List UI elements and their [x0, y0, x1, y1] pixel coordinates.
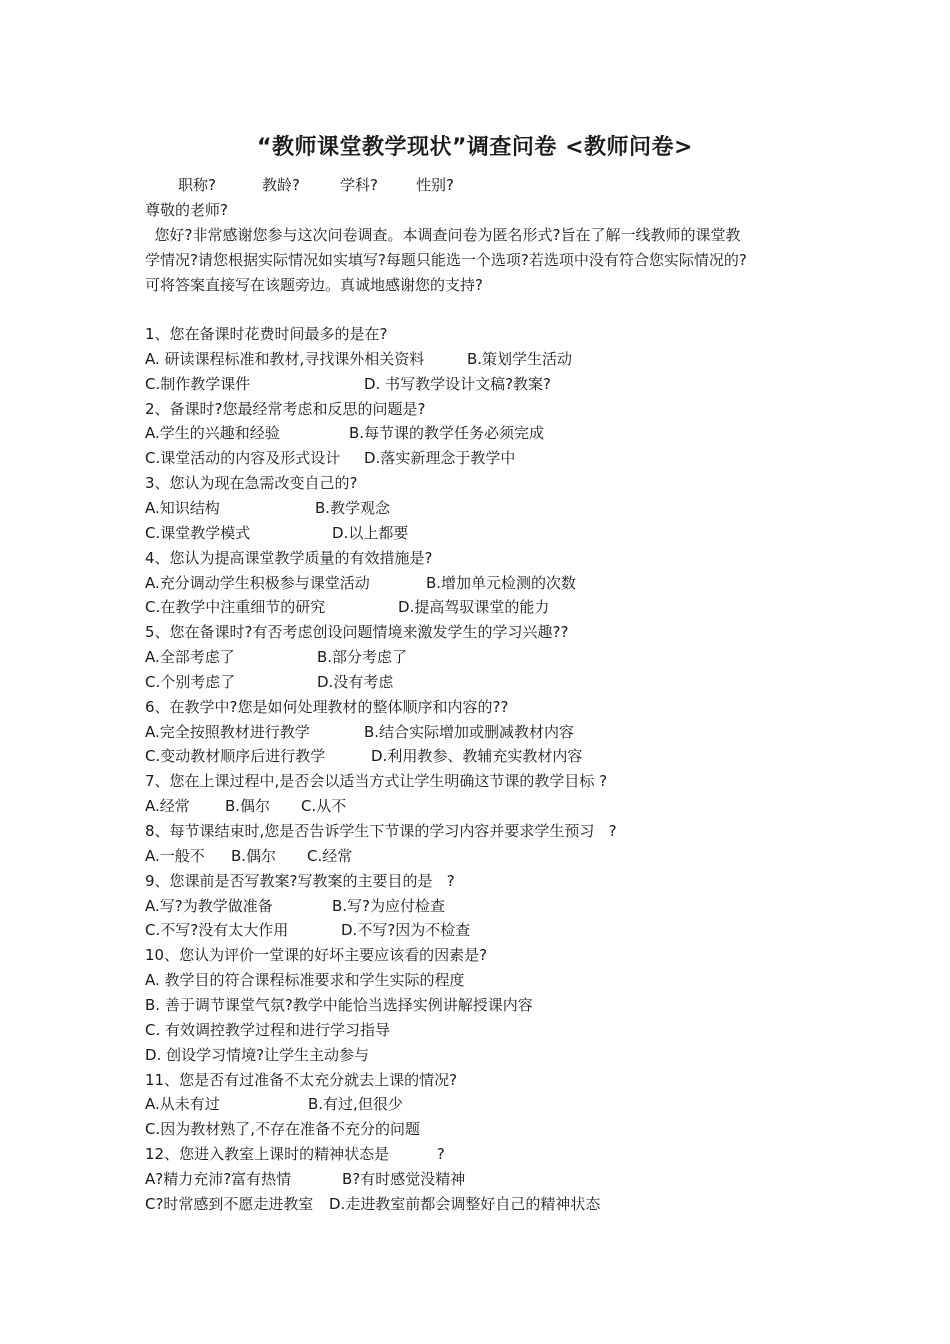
answer-option: D. 书写教学设计文稿?教案? — [364, 375, 552, 393]
answer-option: B. 善于调节课堂气氛?教学中能恰当选择实例讲解授课内容 — [145, 996, 533, 1014]
answer-option: D.利用教参、教辅充实教材内容 — [371, 747, 583, 765]
question-text: 7、您在上课过程中,是否会以适当方式让学生明确这节课的教学目标 ? — [145, 772, 608, 790]
answer-option: A.充分调动学生积极参与课堂活动 — [145, 574, 370, 592]
answer-option: C.个别考虑了 — [145, 673, 236, 691]
question-text: 8、每节课结束时,您是否告诉学生下节课的学习内容并要求学生预习 ? — [145, 822, 617, 840]
answer-option: B.偶尔 — [231, 847, 277, 865]
question-text: 4、您认为提高课堂教学质量的有效措施是? — [145, 549, 433, 567]
answer-option: B.增加单元检测的次数 — [426, 574, 577, 592]
answer-option: D.没有考虑 — [317, 673, 394, 691]
question-text: 1、您在备课时花费时间最多的是在? — [145, 325, 388, 343]
option-row — [145, 1194, 600, 1214]
answer-option: B.结合实际增加或删减教材内容 — [364, 723, 575, 741]
option-row — [145, 746, 582, 766]
answer-option: B?有时感觉没精神 — [342, 1170, 466, 1188]
answer-option: C.经常 — [307, 847, 353, 865]
answer-option: A.全部考虑了 — [145, 648, 235, 666]
answer-option: D.不写?因为不检查 — [341, 921, 471, 939]
question-text: 2、备课时?您最经常考虑和反思的问题是? — [145, 400, 426, 418]
option-row — [145, 995, 533, 1015]
option-row — [145, 672, 393, 692]
option-row — [145, 970, 465, 990]
option-row — [145, 1020, 390, 1040]
answer-option: D.提高驾驭课堂的能力 — [398, 598, 550, 616]
answer-option: C.课堂活动的内容及形式设计 — [145, 449, 341, 467]
answer-option: A?精力充沛?富有热情 — [145, 1170, 292, 1188]
info-fields — [178, 175, 454, 195]
option-row — [145, 896, 445, 916]
answer-option: D. 创设学习情境?让学生主动参与 — [145, 1046, 370, 1064]
answer-option: C?时常感到不愿走进教室 — [145, 1195, 314, 1213]
option-row — [145, 796, 346, 816]
answer-option: A.经常 — [145, 797, 190, 815]
answer-option: B.每节课的教学任务必须完成 — [349, 424, 545, 442]
option-row — [145, 1094, 403, 1114]
question-text: 11、您是否有过准备不太充分就去上课的情况? — [145, 1071, 458, 1089]
answer-option: C. 有效调控教学过程和进行学习指导 — [145, 1021, 391, 1039]
question-text: 6、在教学中?您是如何处理教材的整体顺序和内容的?? — [145, 698, 509, 716]
answer-option: D.走进教室前都会调整好自己的精神状态 — [329, 1195, 601, 1213]
option-row — [145, 647, 407, 667]
option-row — [145, 597, 549, 617]
info-field-subject: 学科? — [340, 176, 378, 194]
answer-option: B.有过,但很少 — [308, 1095, 403, 1113]
option-row — [145, 920, 470, 940]
answer-option: D.以上都要 — [332, 524, 409, 542]
document-title: “教师课堂教学现状”调查问卷 <教师问卷> — [257, 135, 693, 160]
info-field-gender: 性别? — [416, 176, 454, 194]
answer-option: A.一般不 — [145, 847, 205, 865]
answer-option: C.制作教学课件 — [145, 375, 251, 393]
intro-line: 学情况?请您根据实际情况如实填写?每题只能选一个选项?若选项中没有符合您实际情况的? — [145, 251, 747, 269]
option-row — [145, 349, 572, 369]
question-text: 9、您课前是否写教案?写教案的主要目的是 ? — [145, 872, 455, 890]
option-row — [145, 573, 576, 593]
question-text: 3、您认为现在急需改变自己的? — [145, 474, 358, 492]
intro-line: 您好?非常感谢您参与这次问卷调查。本调查问卷为匿名形式?旨在了解一线教师的课堂教 — [145, 226, 741, 244]
question-text: 5、您在备课时?有否考虑创设问题情境来激发学生的学习兴趣?? — [145, 623, 569, 641]
option-row — [145, 1119, 420, 1139]
option-row — [145, 523, 408, 543]
answer-option: C.变动教材顺序后进行教学 — [145, 747, 326, 765]
answer-option: B.偶尔 — [225, 797, 271, 815]
answer-option: B.教学观念 — [315, 499, 391, 517]
question-text: 10、您认为评价一堂课的好坏主要应该看的因素是? — [145, 946, 488, 964]
info-field-title: 职称? — [178, 176, 216, 194]
answer-option: A.写?为教学做准备 — [145, 897, 273, 915]
option-row — [145, 448, 515, 468]
answer-option: B.写?为应付检查 — [332, 897, 446, 915]
answer-option: A. 教学目的符合课程标准要求和学生实际的程度 — [145, 971, 465, 989]
greeting: 尊敬的老师? — [145, 201, 228, 219]
option-row — [145, 423, 544, 443]
answer-option: C.从不 — [301, 797, 347, 815]
info-field-years: 教龄? — [262, 176, 300, 194]
answer-option: B.部分考虑了 — [317, 648, 408, 666]
answer-option: A.知识结构 — [145, 499, 220, 517]
answer-option: A. 研读课程标准和教材,寻找课外相关资料 — [145, 350, 425, 368]
answer-option: A.从未有过 — [145, 1095, 220, 1113]
option-row — [145, 846, 352, 866]
option-row — [145, 1045, 369, 1065]
intro-line: 可将答案直接写在该题旁边。真诚地感谢您的支持? — [145, 276, 483, 294]
answer-option: A.学生的兴趣和经验 — [145, 424, 280, 442]
option-row — [145, 1169, 465, 1189]
answer-option: D.落实新理念于教学中 — [364, 449, 516, 467]
question-text: 12、您进入教室上课时的精神状态是 ? — [145, 1145, 445, 1163]
option-row — [145, 722, 574, 742]
answer-option: C.课堂教学模式 — [145, 524, 251, 542]
option-row — [145, 498, 390, 518]
answer-option: C.不写?没有太大作用 — [145, 921, 289, 939]
answer-option: C.因为教材熟了,不存在准备不充分的问题 — [145, 1120, 421, 1138]
answer-option: A.完全按照教材进行教学 — [145, 723, 310, 741]
answer-option: C.在教学中注重细节的研究 — [145, 598, 326, 616]
answer-option: B.策划学生活动 — [467, 350, 573, 368]
option-row — [145, 374, 551, 394]
